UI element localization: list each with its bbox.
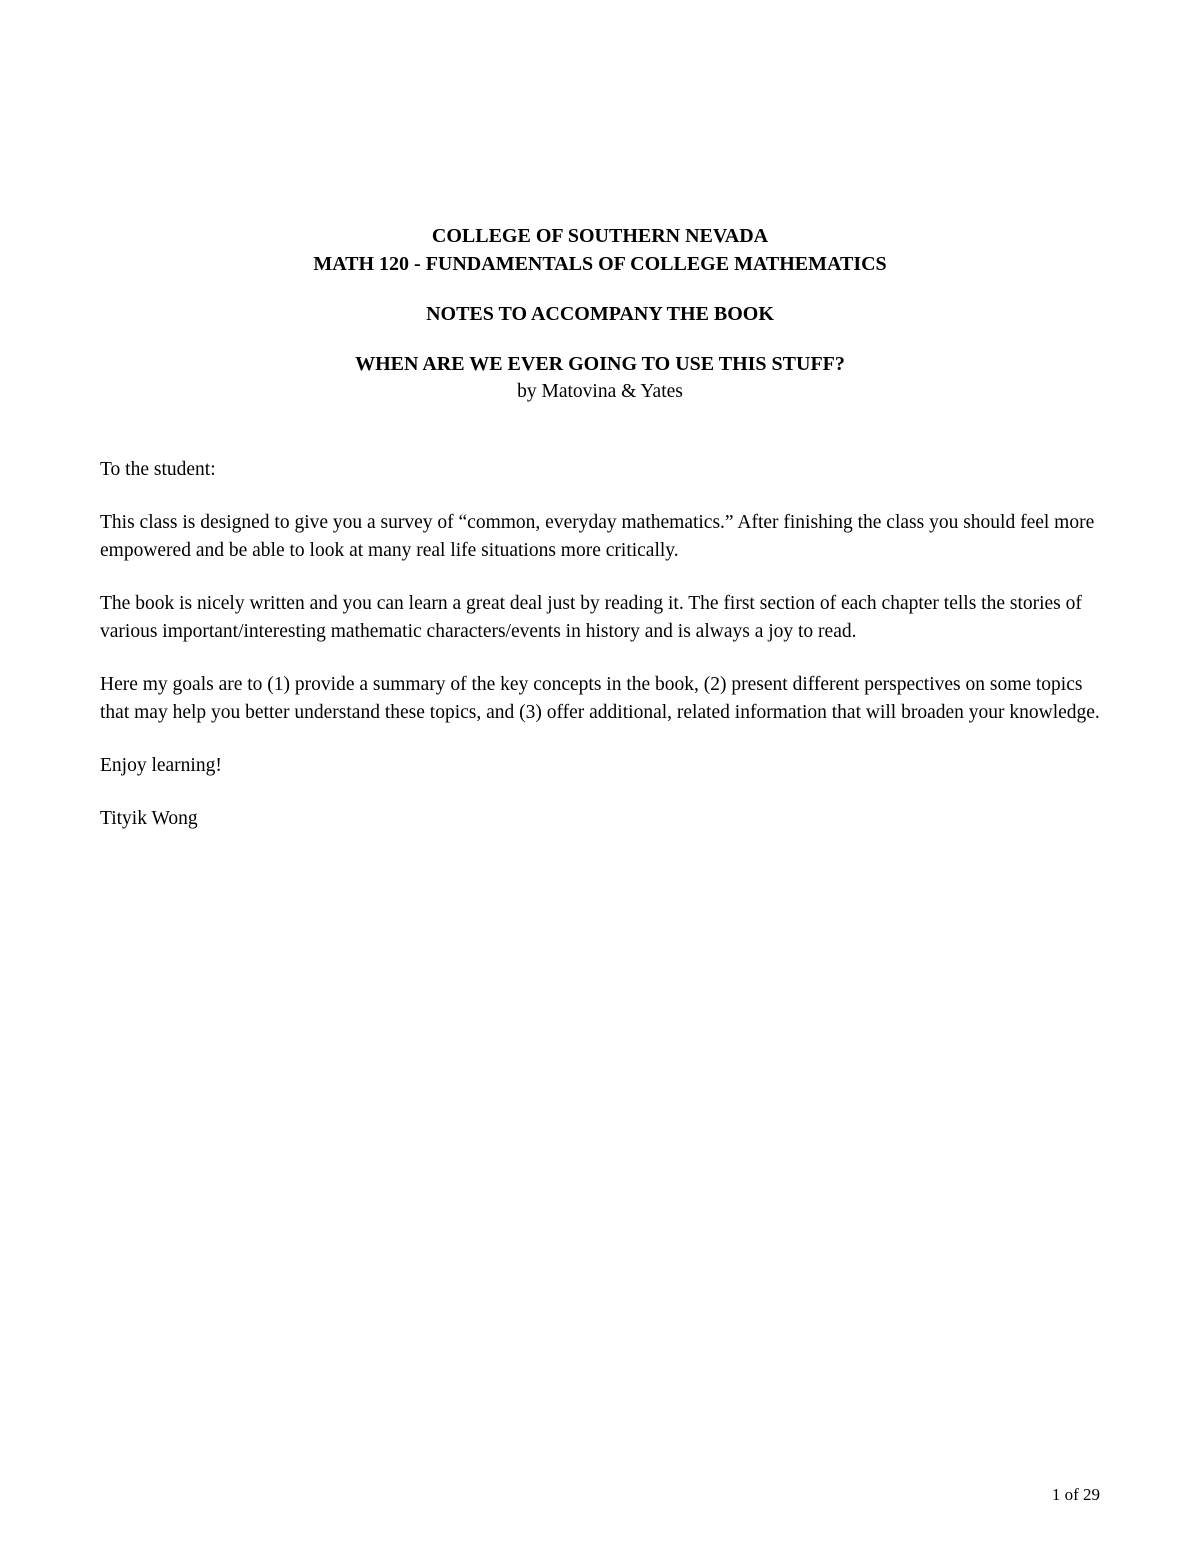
paragraph-2: The book is nicely written and you can learn a great deal just by reading it. The first section of each chapter tells the stories of various important/interesting mathematic characters/events in history and is always a joy to read. <box>100 593 1082 642</box>
document-body <box>100 456 1100 833</box>
byline: by Matovina & Yates <box>517 381 683 402</box>
book-title: WHEN ARE WE EVER GOING TO USE THIS STUFF? <box>355 353 845 375</box>
document-header <box>100 222 1100 406</box>
closing: Enjoy learning! <box>100 755 222 776</box>
course-title: MATH 120 - FUNDAMENTALS OF COLLEGE MATHEMATICS <box>313 253 887 275</box>
signature: Tityik Wong <box>100 808 198 829</box>
page-number: 1 of 29 <box>1051 1485 1100 1504</box>
salutation: To the student: <box>100 459 216 480</box>
paragraph-3: Here my goals are to (1) provide a summary of the key concepts in the book, (2) present different perspectives on some topics that may help you better understand these topics, and (3) offer additional, related information that will broaden your knowledge. <box>100 674 1100 723</box>
paragraph-1: This class is designed to give you a survey of “common, everyday mathematics.” After finishing the class you should feel more empowered and be able to look at many real life situations more critically. <box>100 512 1095 561</box>
notes-title: NOTES TO ACCOMPANY THE BOOK <box>426 303 774 325</box>
page-content <box>100 222 1100 833</box>
college-title: COLLEGE OF SOUTHERN NEVADA <box>431 225 769 247</box>
